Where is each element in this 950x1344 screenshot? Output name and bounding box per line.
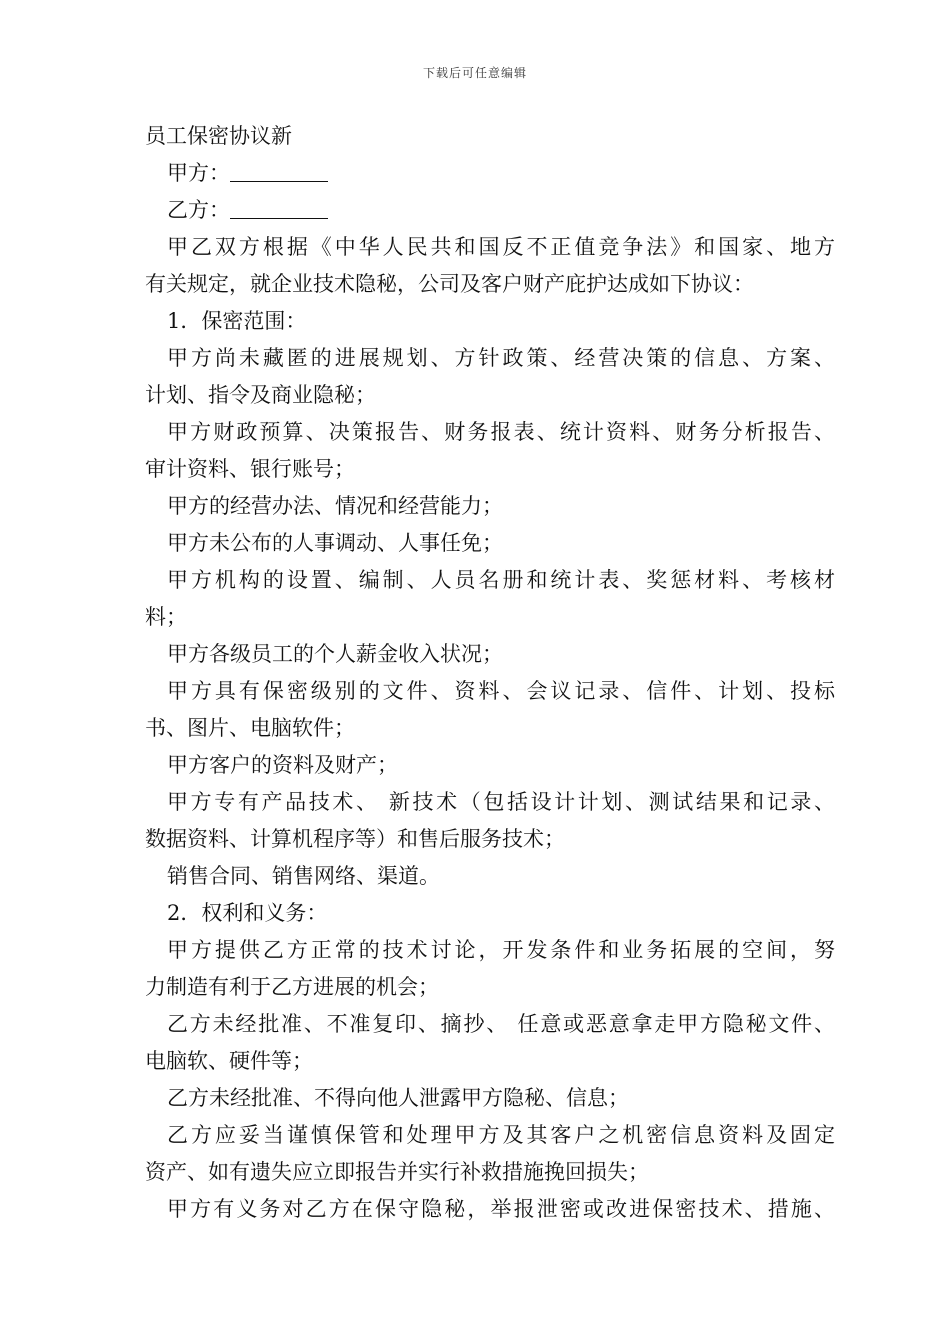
clause-line: 甲方提供乙方正常的技术讨论，开发条件和业务拓展的空间，努: [167, 938, 835, 962]
clause-line: 料；: [145, 605, 187, 629]
clause-line: 计划、指令及商业隐秘；: [145, 383, 376, 407]
clause-line: 甲方有义务对乙方在保守隐秘，举报泄密或改进保密技术、措施、: [167, 1197, 835, 1221]
clause-line: 甲方各级员工的个人薪金收入状况；: [167, 642, 503, 666]
clause-line: 甲方财政预算、决策报告、财务报表、统计资料、财务分析报告、: [167, 420, 835, 444]
clause-line: 数据资料、计算机程序等）和售后服务技术；: [145, 827, 565, 851]
clause-line: 甲方未公布的人事调动、人事任免；: [167, 531, 503, 555]
clause-line: 甲方机构的设置、编制、人员名册和统计表、奖惩材料、考核材: [167, 568, 835, 592]
clause-line: 书、图片、电脑软件；: [145, 716, 355, 740]
section-heading: 1．保密范围：: [167, 309, 307, 333]
clause-line: 乙方未经批准、不得向他人泄露甲方隐秘、信息；: [167, 1086, 629, 1110]
party-b-line: [145, 192, 835, 229]
clause-line: 甲方专有产品技术、 新技术（包括设计计划、测试结果和记录、: [167, 790, 835, 814]
party-a-label: 甲方：: [167, 161, 230, 185]
intro-line: 有关规定，就企业技术隐秘，公司及客户财产庇护达成如下协议：: [145, 272, 754, 296]
clause-line: 甲方具有保密级别的文件、资料、会议记录、信件、计划、投标: [167, 679, 835, 703]
clause-line: 审计资料、银行账号；: [145, 457, 355, 481]
clause-line: 甲方客户的资料及财产；: [167, 753, 398, 777]
intro-line: 甲乙双方根据《中华人民共和国反不正值竞争法》和国家、地方: [167, 235, 835, 259]
party-a-line: [145, 155, 835, 192]
clause-line: 乙方未经批准、不准复印、摘抄、 任意或恶意拿走甲方隐秘文件、: [167, 1012, 835, 1036]
party-a-blank: [230, 160, 328, 182]
clause-line: 乙方应妥当谨慎保管和处理甲方及其客户之机密信息资料及固定: [167, 1123, 835, 1147]
clause-line: 电脑软、硬件等；: [145, 1049, 313, 1073]
clause-line: 甲方的经营办法、情况和经营能力；: [167, 494, 503, 518]
document-body: [145, 118, 835, 1228]
party-b-blank: [230, 197, 328, 219]
section-heading: 2．权利和义务：: [167, 901, 328, 925]
party-b-label: 乙方：: [167, 198, 230, 222]
clause-line: 资产、如有遗失应立即报告并实行补救措施挽回损失；: [145, 1160, 649, 1184]
clause-line: 销售合同、销售网络、渠道。: [167, 864, 440, 888]
clause-line: 力制造有利于乙方进展的机会；: [145, 975, 439, 999]
clause-line: 甲方尚未藏匿的进展规划、方针政策、经营决策的信息、方案、: [167, 346, 835, 370]
page-header-note: 下载后可任意编辑: [422, 66, 527, 80]
document-title: 员工保密协议新: [145, 124, 292, 148]
